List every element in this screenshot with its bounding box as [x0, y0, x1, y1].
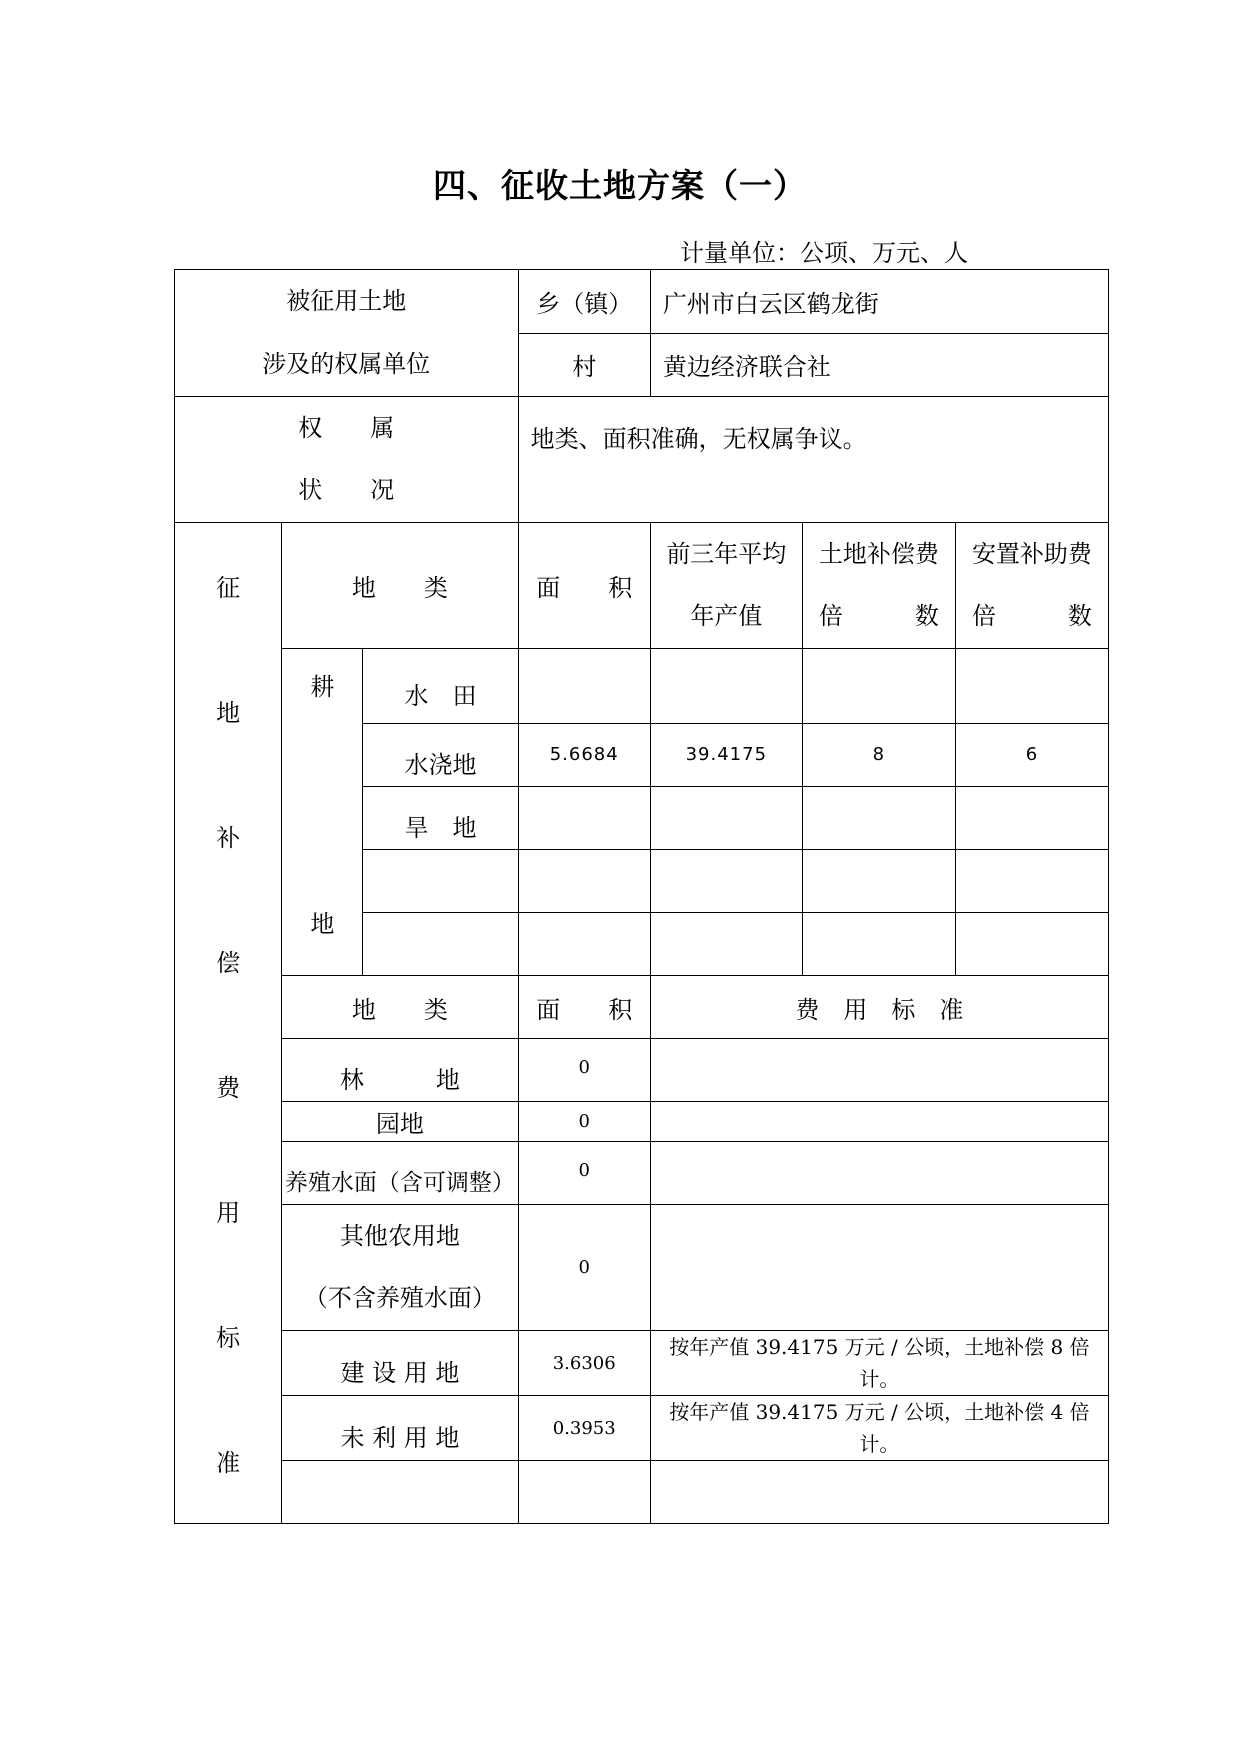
other-row-area: 0 — [518, 1142, 650, 1205]
ownership-status-label-line1: 权 属 — [298, 413, 395, 442]
ownership-status-label — [175, 397, 519, 523]
other-row-type: 未 利 用 地 — [282, 1396, 518, 1461]
other-row-type: 林 地 — [282, 1039, 518, 1102]
township-label: 乡（镇） — [518, 270, 650, 334]
unit-note: 计量单位：公项、万元、人 — [680, 239, 968, 267]
header-land-comp-line1: 土地补偿费 — [818, 539, 939, 568]
cultivated-row-area — [518, 787, 650, 850]
side-char-3: 补 — [216, 824, 241, 852]
header-avg-output-line2: 年产值 — [690, 602, 763, 631]
other-row-type: 建 设 用 地 — [282, 1331, 518, 1396]
other-row-standard — [650, 1461, 1108, 1524]
header-avg-output-line1: 前三年平均 — [666, 539, 787, 568]
other-row-type — [282, 1461, 518, 1524]
other-row-area — [518, 1461, 650, 1524]
other-row-type: 园地 — [282, 1102, 518, 1142]
side-char-8: 准 — [216, 1449, 241, 1477]
side-char-5: 费 — [216, 1074, 241, 1102]
side-char-6: 用 — [216, 1199, 241, 1227]
other-row-area: 0.3953 — [518, 1396, 650, 1461]
side-char-7: 标 — [216, 1324, 241, 1352]
document-title: 四、征收土地方案（一） — [433, 166, 807, 205]
cultivated-row-avg-output — [650, 913, 802, 976]
ownership-unit-label — [175, 270, 519, 397]
cultivated-row-type — [363, 913, 518, 976]
other-row-type — [282, 1205, 518, 1331]
other-row-standard: 按年产值 39.4175 万元 / 公顷，土地补偿 8 倍计。 — [650, 1331, 1108, 1396]
header-avg-output — [650, 523, 802, 649]
cultivated-row-avg-output — [650, 649, 802, 724]
header-area: 面 积 — [518, 523, 650, 649]
land-expropriation-table — [174, 269, 1109, 1524]
cultivated-row-land-comp — [802, 787, 955, 850]
cultivated-land-label — [282, 649, 363, 976]
other-row-type: 养殖水面（含可调整） — [282, 1142, 518, 1205]
cultivated-row-land-comp: 8 — [802, 724, 955, 787]
other-header-area: 面 积 — [518, 976, 650, 1039]
ownership-status-label-line2: 状 况 — [298, 476, 395, 505]
other-header-standard: 费 用 标 准 — [650, 976, 1108, 1039]
other-row-type-line1: 其他农用地 — [339, 1221, 460, 1250]
cultivated-row-avg-output: 39.4175 — [650, 724, 802, 787]
cultivated-row-area: 5.6684 — [518, 724, 650, 787]
village-value: 黄边经济联合社 — [650, 333, 1108, 397]
side-char-1: 征 — [216, 574, 241, 602]
cultivated-row-resettle — [955, 649, 1108, 724]
header-resettle-line2: 倍 数 — [971, 602, 1092, 631]
other-row-standard — [650, 1039, 1108, 1102]
ownership-unit-label-line2: 涉及的权属单位 — [262, 350, 431, 379]
cultivated-row-land-comp — [802, 850, 955, 913]
header-resettle — [955, 523, 1108, 649]
ownership-unit-label-line1: 被征用土地 — [286, 287, 407, 316]
compensation-side-label — [175, 523, 282, 1524]
other-row-type-line2: （不含养殖水面） — [303, 1284, 496, 1313]
cultivated-label-top: 耕 — [310, 673, 335, 701]
header-land-comp-line2: 倍 数 — [818, 602, 939, 631]
cultivated-row-area — [518, 850, 650, 913]
other-row-standard — [650, 1142, 1108, 1205]
header-land-type: 地 类 — [282, 523, 518, 649]
cultivated-row-type: 旱 地 — [363, 787, 518, 850]
cultivated-row-avg-output — [650, 850, 802, 913]
other-row-standard — [650, 1102, 1108, 1142]
cultivated-row-type: 水 田 — [363, 649, 518, 724]
cultivated-label-bottom: 地 — [310, 910, 335, 938]
township-value: 广州市白云区鹤龙街 — [650, 270, 1108, 334]
cultivated-row-resettle — [955, 787, 1108, 850]
other-row-standard — [650, 1205, 1108, 1331]
cultivated-row-land-comp — [802, 913, 955, 976]
other-row-area: 0 — [518, 1205, 650, 1331]
cultivated-row-area — [518, 913, 650, 976]
cultivated-row-land-comp — [802, 649, 955, 724]
cultivated-row-resettle: 6 — [955, 724, 1108, 787]
other-row-area: 0 — [518, 1102, 650, 1142]
cultivated-row-avg-output — [650, 787, 802, 850]
header-land-comp — [802, 523, 955, 649]
cultivated-row-resettle — [955, 850, 1108, 913]
side-char-2: 地 — [216, 699, 241, 727]
header-resettle-line1: 安置补助费 — [971, 539, 1092, 568]
cultivated-row-area — [518, 649, 650, 724]
side-char-4: 偿 — [216, 949, 241, 977]
other-header-land-type: 地 类 — [282, 976, 518, 1039]
cultivated-row-type: 水浇地 — [363, 724, 518, 787]
ownership-status-value: 地类、面积准确，无权属争议。 — [518, 397, 1108, 523]
cultivated-row-type — [363, 850, 518, 913]
other-row-standard: 按年产值 39.4175 万元 / 公顷，土地补偿 4 倍计。 — [650, 1396, 1108, 1461]
other-row-area: 3.6306 — [518, 1331, 650, 1396]
village-label: 村 — [518, 333, 650, 397]
cultivated-row-resettle — [955, 913, 1108, 976]
other-row-area: 0 — [518, 1039, 650, 1102]
